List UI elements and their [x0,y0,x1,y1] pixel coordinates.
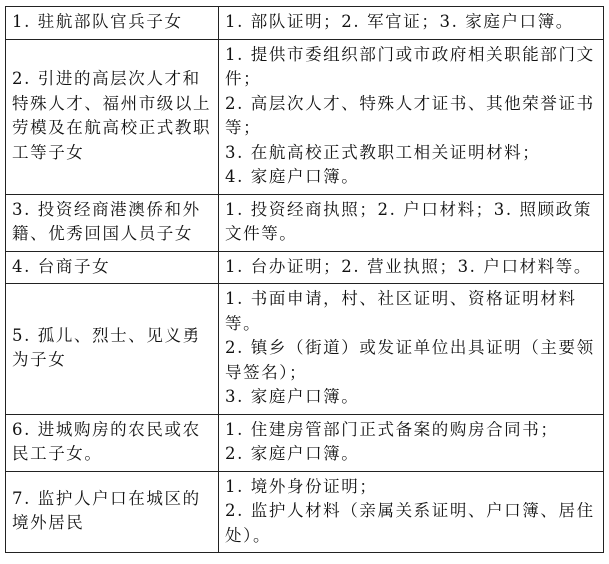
material-line: 2. 高层次人才、特殊人才证书、其他荣誉证书等； [225,93,595,137]
category-cell: 1. 驻航部队官兵子女 [6,7,219,40]
material-line: 1. 住建房管部门正式备案的购房合同书； [225,419,559,439]
category-cell: 2. 引进的高层次人才和特殊人才、福州市级以上劳模及在航高校正式教职工等子女 [6,39,219,194]
table-row [6,7,604,40]
requirements-table [5,6,604,553]
table-row [6,414,604,471]
material-line: 2. 监护人材料（亲属关系证明、户口簿、居住处）。 [225,501,595,545]
category-cell: 6. 进城购房的农民或农民工子女。 [6,414,219,471]
table-row [6,194,604,251]
material-line: 1. 台办证明；2. 营业执照；3. 户口材料等。 [225,256,592,276]
material-line: 1. 提供市委组织部门或市政府相关职能部门文件； [225,44,595,88]
material-line: 1. 书面申请，村、社区证明、资格证明材料等。 [225,289,577,333]
materials-cell [219,7,604,40]
material-line: 2. 镇乡（街道）或发证单位出具证明（主要领导签名）； [225,338,595,382]
table-row [6,39,604,194]
table-row [6,284,604,415]
material-line: 1. 境外身份证明； [225,476,378,496]
table-row [6,251,604,284]
material-line: 1. 投资经商执照；2. 户口材料；3. 照顾政策文件等。 [225,199,592,243]
materials-cell [219,414,604,471]
category-cell: 3. 投资经商港澳侨和外籍、优秀回国人员子女 [6,194,219,251]
material-line: 1. 部队证明；2. 军官证；3. 家庭户口簿。 [225,12,574,31]
category-cell: 7. 监护人户口在城区的境外居民 [6,471,219,553]
category-cell: 5. 孤儿、烈士、见义勇为子女 [6,284,219,415]
material-line: 3. 家庭户口簿。 [225,387,360,406]
category-cell: 4. 台商子女 [6,251,219,284]
materials-cell [219,284,604,415]
materials-cell [219,39,604,194]
materials-cell [219,471,604,553]
table-row [6,471,604,553]
materials-cell [219,251,604,284]
materials-cell [219,194,604,251]
material-line: 3. 在航高校正式教职工相关证明材料； [225,142,541,162]
material-line: 4. 家庭户口簿。 [225,167,360,186]
material-line: 2. 家庭户口簿。 [225,444,360,463]
